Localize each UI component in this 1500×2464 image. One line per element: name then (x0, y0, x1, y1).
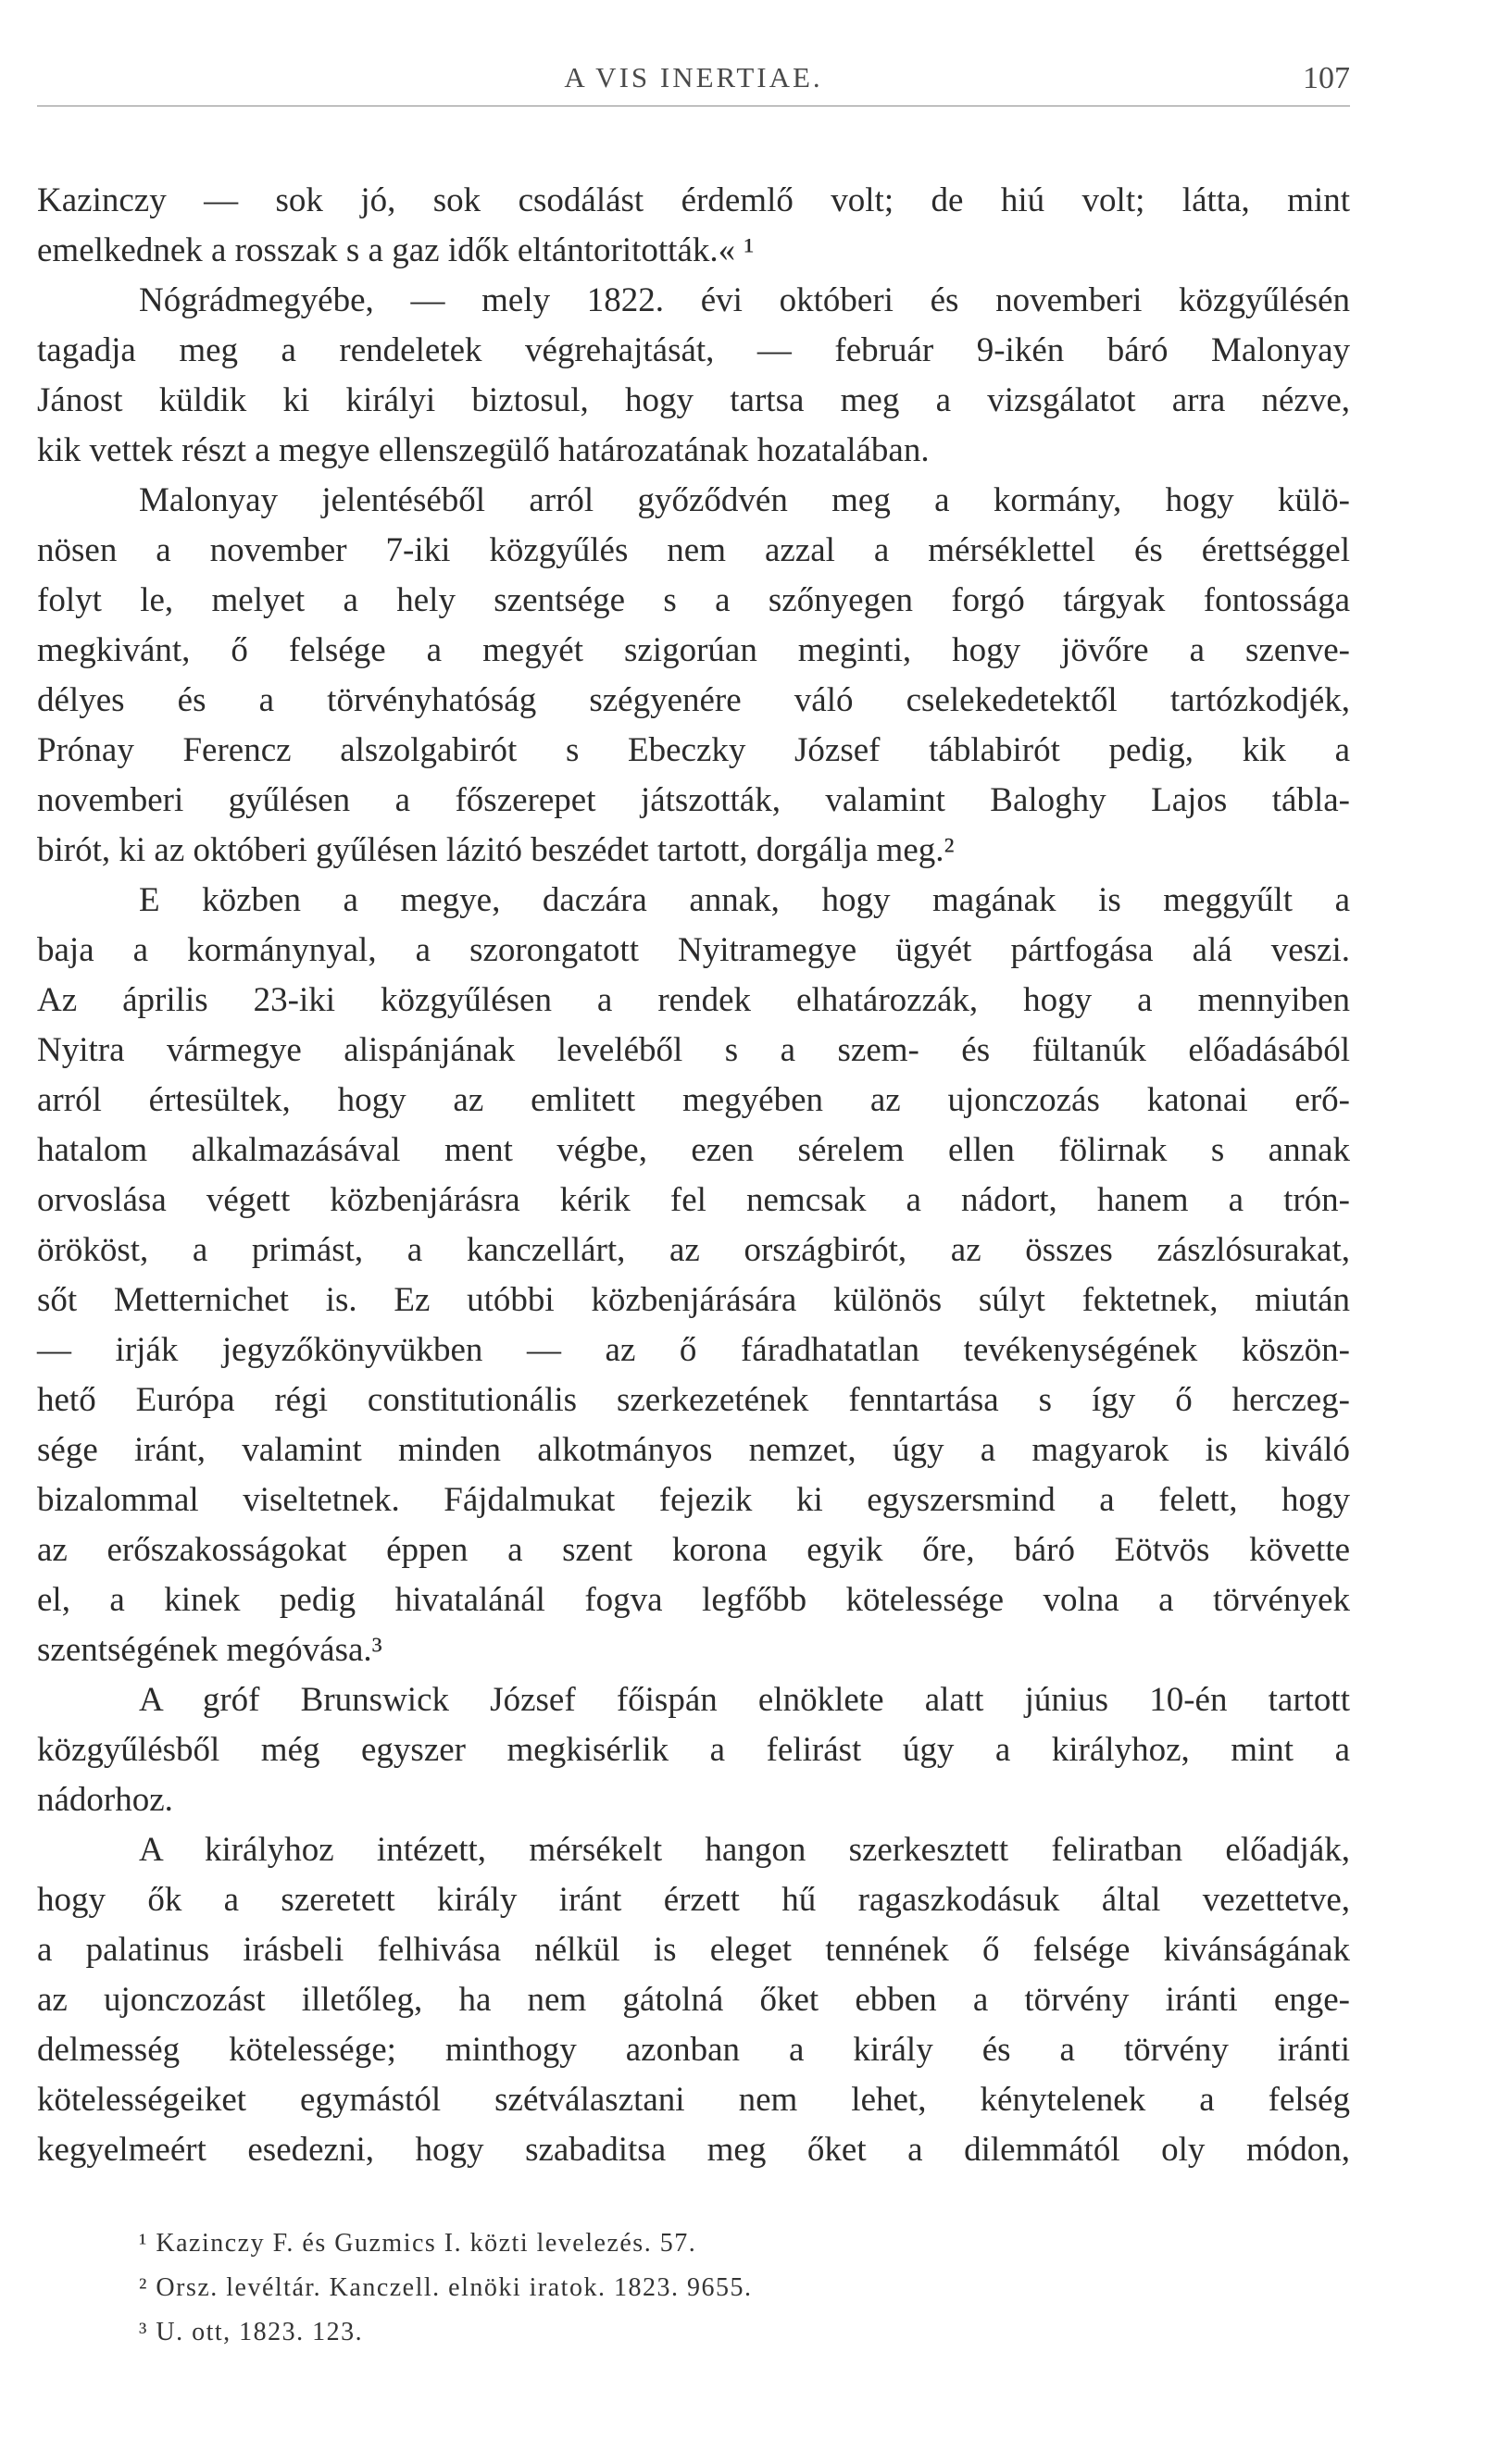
text-line: delmesség kötelessége; minthogy azonban a király és a törvény iránti (37, 2031, 1350, 2069)
running-title: A VIS INERTIAE. (564, 61, 823, 93)
text-line: arról értesültek, hogy az emlitett megyében az ujonczozás katonai erő- (37, 1081, 1350, 1119)
text-line: Jánost küldik ki királyi biztosul, hogy tartsa meg a vizsgálatot arra nézve, (37, 381, 1350, 419)
text-line: bizalommal viseltetnek. Fájdalmukat fejezik ki egyszersmind a felett, hogy (37, 1481, 1350, 1519)
footnote: ¹ Kazinczy F. és Guzmics I. közti levelezés. 57. (139, 2229, 697, 2258)
footnote: ² Orsz. levéltár. Kanczell. elnöki iratok. 1823. 9655. (139, 2273, 753, 2302)
text-line: nádorhoz. (37, 1781, 173, 1819)
text-line: közgyűlésből még egyszer megkisérlik a felirást úgy a királyhoz, mint a (37, 1731, 1350, 1769)
text-line: a palatinus irásbeli felhivása nélkül is eleget tennének ő felsége kivánságának (37, 1931, 1350, 1969)
text-line: hető Európa régi constitutionális szerkezetének fenntartása s így ő herczeg- (37, 1381, 1350, 1419)
text-line: Malonyay jelentéséből arról győződvén meg a kormány, hogy külö- (139, 481, 1350, 519)
footnote: ³ U. ott, 1823. 123. (139, 2318, 364, 2346)
text-line: szentségének megóvása.³ (37, 1631, 382, 1669)
text-line: A királyhoz intézett, mérsékelt hangon szerkesztett feliratban előadják, (139, 1831, 1350, 1869)
running-head (37, 61, 1350, 107)
text-line: Nógrádmegyébe, — mely 1822. évi októberi és novemberi közgyűlésén (139, 281, 1350, 319)
text-line: sége iránt, valamint minden alkotmányos nemzet, úgy a magyarok is kiváló (37, 1431, 1350, 1469)
text-line: E közben a megye, daczára annak, hogy magának is meggyűlt a (139, 881, 1350, 919)
text-line: örököst, a primást, a kanczellárt, az országbirót, az összes zászlósurakat, (37, 1231, 1350, 1269)
text-line: az erőszakosságokat éppen a szent korona egyik őre, báró Eötvös követte (37, 1531, 1350, 1569)
text-line: Prónay Ferencz alszolgabirót s Ebeczky József táblabirót pedig, kik a (37, 731, 1350, 769)
text-line: kötelességeiket egymástól szétválasztani nem lehet, kénytelenek a felség (37, 2081, 1350, 2119)
text-line: Az április 23-iki közgyűlésen a rendek elhatározzák, hogy a mennyiben (37, 981, 1350, 1019)
text-line: tagadja meg a rendeletek végrehajtását, — február 9-ikén báró Malonyay (37, 331, 1350, 369)
text-line: nösen a november 7-iki közgyűlés nem azzal a mérséklettel és érettséggel (37, 531, 1350, 569)
text-line: baja a kormánynyal, a szorongatott Nyitramegye ügyét pártfogása alá veszi. (37, 931, 1350, 969)
body-text (37, 176, 1350, 2175)
text-line: hatalom alkalmazásával ment végbe, ezen sérelem ellen fölirnak s annak (37, 1131, 1350, 1169)
text-line: sőt Metternichet is. Ez utóbbi közbenjárására különös súlyt fektetnek, miután (37, 1281, 1350, 1319)
text-line: Nyitra vármegye alispánjának leveléből s a szem- és fültanúk előadásából (37, 1031, 1350, 1069)
text-line: kik vettek részt a megye ellenszegülő határozatának hozatalában. (37, 431, 930, 469)
text-line: folyt le, melyet a hely szentsége s a szőnyegen forgó tárgyak fontossága (37, 581, 1350, 619)
text-line: emelkednek a rosszak s a gaz idők eltántoritották.« ¹ (37, 231, 755, 269)
text-line: A gróf Brunswick József főispán elnöklete alatt június 10-én tartott (139, 1681, 1350, 1719)
text-line: megkivánt, ő felsége a megyét szigorúan meginti, hogy jövőre a szenve- (37, 631, 1350, 669)
text-line: délyes és a törvényhatóság szégyenére váló cselekedetektől tartózkodjék, (37, 681, 1350, 719)
text-line: Kazinczy — sok jó, sok csodálást érdemlő volt; de hiú volt; látta, mint (37, 181, 1350, 219)
text-line: hogy ők a szeretett király iránt érzett hű ragaszkodásuk által vezettetve, (37, 1881, 1350, 1919)
footnotes (37, 2221, 1350, 2355)
text-line: az ujonczozást illetőleg, ha nem gátolná őket ebben a törvény iránti enge- (37, 1981, 1350, 2019)
text-line: orvoslása végett közbenjárásra kérik fel nemcsak a nádort, hanem a trón- (37, 1181, 1350, 1219)
text-line: el, a kinek pedig hivatalánál fogva legfőbb kötelessége volna a törvények (37, 1581, 1350, 1619)
text-line: kegyelmeért esedezni, hogy szabaditsa meg őket a dilemmától oly módon, (37, 2131, 1350, 2169)
text-line: birót, ki az októberi gyűlésen lázitó beszédet tartott, dorgálja meg.² (37, 831, 955, 869)
page-number: 107 (1303, 61, 1350, 95)
text-line: — irják jegyzőkönyvükben — az ő fáradhatatlan tevékenységének köszön- (37, 1331, 1350, 1369)
text-line: novemberi gyűlésen a főszerepet játszották, valamint Baloghy Lajos tábla- (37, 781, 1350, 819)
